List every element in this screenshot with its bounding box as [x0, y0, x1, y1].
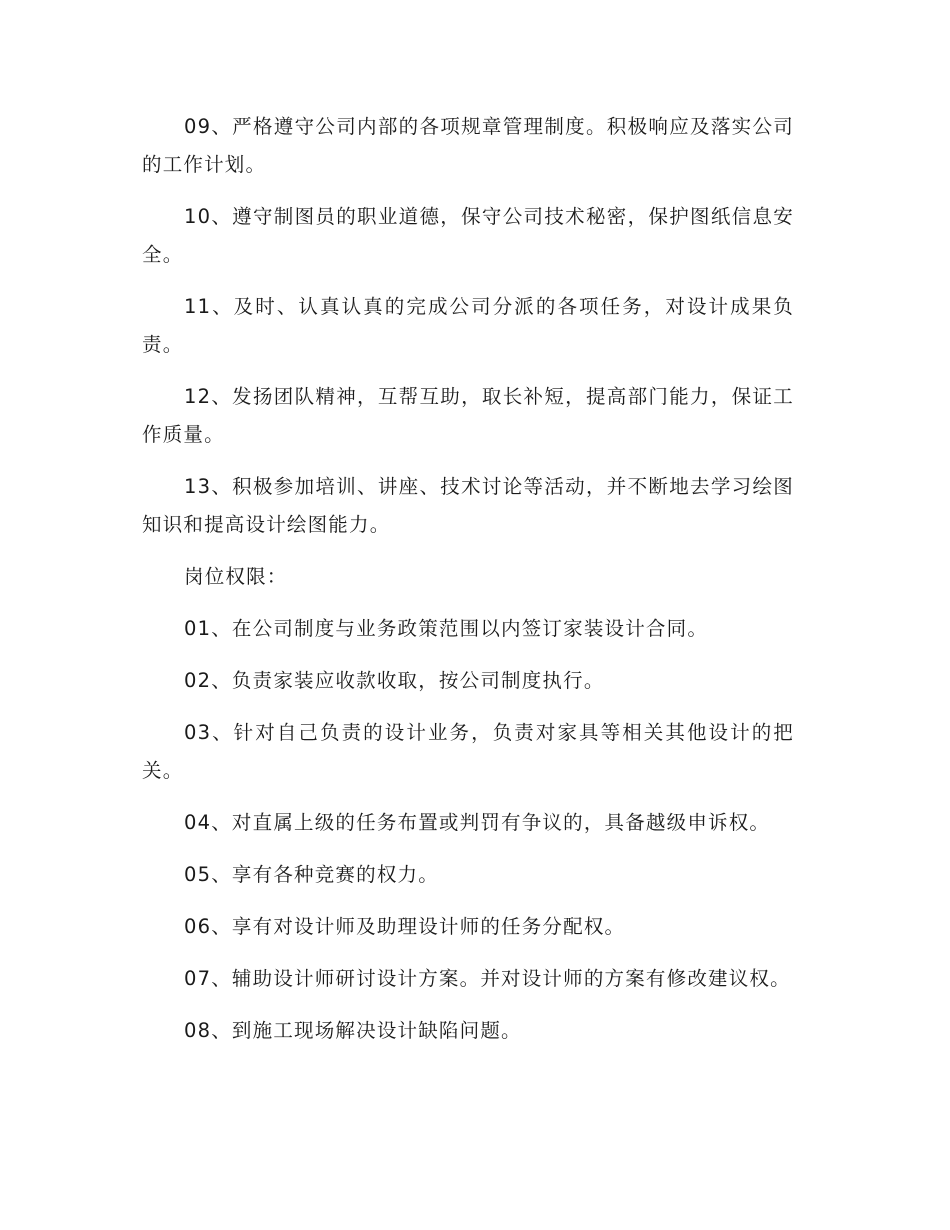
paragraph-item-12: 12、发扬团队精神，互帮互助，取长补短，提高部门能力，保证工作质量。: [142, 385, 794, 446]
document-body: [142, 108, 794, 1064]
paragraph-item-09: 09、严格遵守公司内部的各项规章管理制度。积极响应及落实公司的工作计划。: [142, 115, 794, 176]
permission-item-08: 08、到施工现场解决设计缺陷问题。: [184, 1019, 522, 1042]
permission-item-07: 07、辅助设计师研讨设计方案。并对设计师的方案有修改建议权。: [184, 967, 791, 990]
permission-item-06: 06、享有对设计师及助理设计师的任务分配权。: [184, 915, 626, 938]
permission-item-02: 02、负责家装应收款收取，按公司制度执行。: [184, 669, 605, 692]
permission-item-04: 04、对直属上级的任务布置或判罚有争议的，具备越级申诉权。: [184, 811, 771, 834]
paragraph-item-13: 13、积极参加培训、讲座、技术讨论等活动，并不断地去学习绘图知识和提高设计绘图能力。: [142, 475, 794, 536]
permission-item-01: 01、在公司制度与业务政策范围以内签订家装设计合同。: [184, 617, 709, 640]
paragraph-item-10: 10、遵守制图员的职业道德，保守公司技术秘密，保护图纸信息安全。: [142, 205, 794, 266]
section-heading-permissions: 岗位权限：: [184, 565, 288, 588]
permission-item-03: 03、针对自己负责的设计业务，负责对家具等相关其他设计的把关。: [142, 721, 794, 782]
paragraph-item-11: 11、及时、认真认真的完成公司分派的各项任务，对设计成果负责。: [142, 295, 794, 356]
permission-item-05: 05、享有各种竞赛的权力。: [184, 863, 439, 886]
